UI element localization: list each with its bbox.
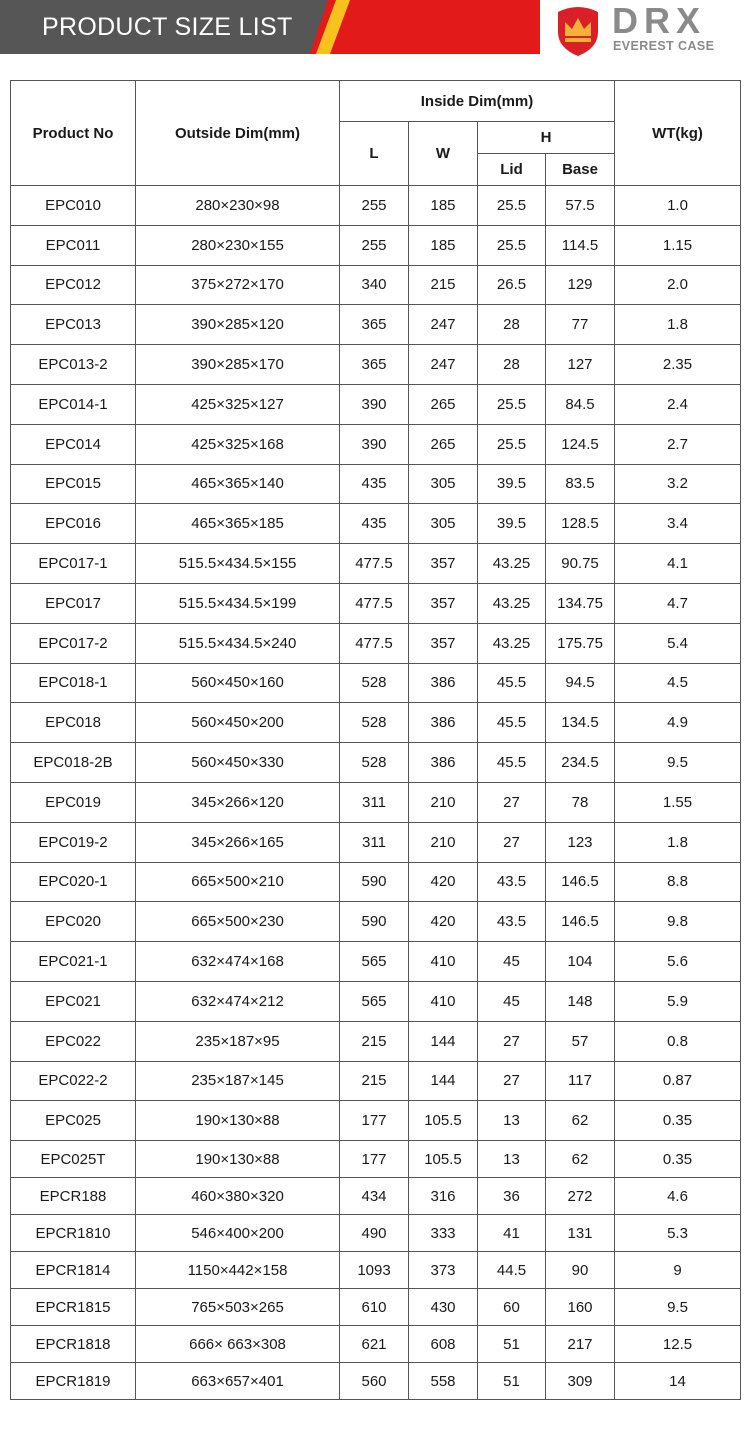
cell-outside-dim: 663×657×401 (136, 1363, 340, 1400)
cell-base-height: 134.5 (546, 703, 615, 743)
table-row (11, 1326, 741, 1363)
cell-lid-height: 25.5 (478, 424, 546, 464)
cell-lid-height: 45.5 (478, 743, 546, 783)
cell-length: 565 (340, 942, 409, 982)
cell-lid-height: 36 (478, 1178, 546, 1215)
cell-width: 210 (409, 822, 478, 862)
header-outside-dim: Outside Dim(mm) (136, 81, 340, 186)
cell-product-no: EPC018-2B (11, 743, 136, 783)
cell-weight: 2.0 (615, 265, 741, 305)
table-row (11, 544, 741, 584)
cell-base-height: 57.5 (546, 186, 615, 226)
table-row (11, 384, 741, 424)
cell-weight: 0.35 (615, 1101, 741, 1141)
cell-outside-dim: 280×230×98 (136, 186, 340, 226)
cell-outside-dim: 235×187×145 (136, 1061, 340, 1101)
cell-outside-dim: 465×365×185 (136, 504, 340, 544)
cell-length: 311 (340, 822, 409, 862)
cell-length: 477.5 (340, 583, 409, 623)
cell-product-no: EPC018-1 (11, 663, 136, 703)
cell-weight: 0.87 (615, 1061, 741, 1101)
cell-base-height: 57 (546, 1021, 615, 1061)
page-title: PRODUCT SIZE LIST (42, 13, 293, 41)
table-row (11, 1061, 741, 1101)
cell-outside-dim: 560×450×200 (136, 703, 340, 743)
cell-outside-dim: 515.5×434.5×155 (136, 544, 340, 584)
cell-length: 215 (340, 1061, 409, 1101)
cell-lid-height: 13 (478, 1101, 546, 1141)
cell-width: 357 (409, 583, 478, 623)
cell-product-no: EPC020 (11, 902, 136, 942)
cell-lid-height: 25.5 (478, 186, 546, 226)
table-row (11, 1178, 741, 1215)
cell-outside-dim: 460×380×320 (136, 1178, 340, 1215)
cell-outside-dim: 190×130×88 (136, 1101, 340, 1141)
cell-lid-height: 25.5 (478, 384, 546, 424)
cell-product-no: EPCR1818 (11, 1326, 136, 1363)
cell-length: 560 (340, 1363, 409, 1400)
cell-lid-height: 45.5 (478, 703, 546, 743)
cell-weight: 9.8 (615, 902, 741, 942)
table-row (11, 1363, 741, 1400)
table-row (11, 1289, 741, 1326)
cell-weight: 4.9 (615, 703, 741, 743)
cell-width: 386 (409, 663, 478, 703)
cell-base-height: 272 (546, 1178, 615, 1215)
cell-product-no: EPC014-1 (11, 384, 136, 424)
header-banner (0, 0, 750, 54)
cell-base-height: 131 (546, 1215, 615, 1252)
table-row (11, 1215, 741, 1252)
cell-base-height: 114.5 (546, 225, 615, 265)
cell-outside-dim: 375×272×170 (136, 265, 340, 305)
table-row (11, 424, 741, 464)
cell-width: 410 (409, 942, 478, 982)
cell-product-no: EPC022 (11, 1021, 136, 1061)
cell-base-height: 83.5 (546, 464, 615, 504)
cell-weight: 12.5 (615, 1326, 741, 1363)
cell-width: 265 (409, 424, 478, 464)
cell-outside-dim: 390×285×170 (136, 345, 340, 385)
cell-lid-height: 43.25 (478, 583, 546, 623)
cell-weight: 5.4 (615, 623, 741, 663)
cell-weight: 3.2 (615, 464, 741, 504)
table-row (11, 902, 741, 942)
cell-length: 565 (340, 981, 409, 1021)
cell-base-height: 117 (546, 1061, 615, 1101)
cell-length: 490 (340, 1215, 409, 1252)
cell-width: 215 (409, 265, 478, 305)
logo-subtitle: EVEREST CASE (613, 39, 715, 53)
cell-outside-dim: 425×325×168 (136, 424, 340, 464)
cell-length: 177 (340, 1141, 409, 1178)
cell-width: 386 (409, 743, 478, 783)
cell-base-height: 160 (546, 1289, 615, 1326)
table-row (11, 981, 741, 1021)
cell-length: 390 (340, 384, 409, 424)
table-row (11, 1252, 741, 1289)
cell-product-no: EPC013-2 (11, 345, 136, 385)
cell-base-height: 104 (546, 942, 615, 982)
cell-length: 365 (340, 305, 409, 345)
cell-lid-height: 28 (478, 305, 546, 345)
cell-lid-height: 26.5 (478, 265, 546, 305)
cell-length: 1093 (340, 1252, 409, 1289)
cell-weight: 8.8 (615, 862, 741, 902)
cell-width: 357 (409, 544, 478, 584)
cell-length: 477.5 (340, 544, 409, 584)
logo-wordmark: DRX (612, 0, 707, 41)
cell-product-no: EPCR1815 (11, 1289, 136, 1326)
product-size-table (10, 80, 741, 1400)
cell-length: 621 (340, 1326, 409, 1363)
cell-base-height: 146.5 (546, 902, 615, 942)
header-base: Base (546, 154, 615, 186)
cell-outside-dim: 425×325×127 (136, 384, 340, 424)
cell-outside-dim: 632×474×212 (136, 981, 340, 1021)
header-weight: WT(kg) (615, 81, 741, 186)
cell-weight: 9 (615, 1252, 741, 1289)
cell-length: 435 (340, 504, 409, 544)
cell-outside-dim: 1150×442×158 (136, 1252, 340, 1289)
cell-base-height: 146.5 (546, 862, 615, 902)
cell-weight: 2.35 (615, 345, 741, 385)
cell-outside-dim: 665×500×210 (136, 862, 340, 902)
cell-base-height: 234.5 (546, 743, 615, 783)
cell-base-height: 309 (546, 1363, 615, 1400)
cell-weight: 2.7 (615, 424, 741, 464)
cell-length: 528 (340, 703, 409, 743)
cell-outside-dim: 560×450×160 (136, 663, 340, 703)
cell-outside-dim: 390×285×120 (136, 305, 340, 345)
cell-base-height: 127 (546, 345, 615, 385)
brand-logo (540, 0, 750, 64)
cell-base-height: 78 (546, 782, 615, 822)
cell-length: 477.5 (340, 623, 409, 663)
cell-width: 305 (409, 504, 478, 544)
cell-product-no: EPC021-1 (11, 942, 136, 982)
cell-product-no: EPC022-2 (11, 1061, 136, 1101)
cell-base-height: 148 (546, 981, 615, 1021)
cell-width: 316 (409, 1178, 478, 1215)
table-row (11, 345, 741, 385)
cell-weight: 4.5 (615, 663, 741, 703)
cell-length: 434 (340, 1178, 409, 1215)
cell-length: 255 (340, 225, 409, 265)
cell-weight: 14 (615, 1363, 741, 1400)
cell-product-no: EPC010 (11, 186, 136, 226)
cell-length: 528 (340, 743, 409, 783)
cell-outside-dim: 345×266×165 (136, 822, 340, 862)
cell-lid-height: 45.5 (478, 663, 546, 703)
cell-lid-height: 51 (478, 1326, 546, 1363)
cell-weight: 5.6 (615, 942, 741, 982)
cell-product-no: EPCR1810 (11, 1215, 136, 1252)
table-row (11, 1101, 741, 1141)
cell-length: 255 (340, 186, 409, 226)
cell-outside-dim: 515.5×434.5×240 (136, 623, 340, 663)
cell-outside-dim: 280×230×155 (136, 225, 340, 265)
table-row (11, 782, 741, 822)
cell-base-height: 90.75 (546, 544, 615, 584)
cell-outside-dim: 765×503×265 (136, 1289, 340, 1326)
table-row (11, 186, 741, 226)
cell-width: 608 (409, 1326, 478, 1363)
cell-base-height: 62 (546, 1141, 615, 1178)
cell-weight: 1.8 (615, 822, 741, 862)
cell-lid-height: 43.25 (478, 623, 546, 663)
cell-width: 558 (409, 1363, 478, 1400)
cell-lid-height: 27 (478, 822, 546, 862)
cell-width: 265 (409, 384, 478, 424)
table-row (11, 822, 741, 862)
header-width: W (409, 122, 478, 186)
cell-length: 390 (340, 424, 409, 464)
cell-product-no: EPC020-1 (11, 862, 136, 902)
cell-product-no: EPC013 (11, 305, 136, 345)
cell-width: 144 (409, 1021, 478, 1061)
cell-outside-dim: 560×450×330 (136, 743, 340, 783)
cell-lid-height: 43.25 (478, 544, 546, 584)
cell-width: 420 (409, 902, 478, 942)
cell-length: 590 (340, 902, 409, 942)
cell-weight: 4.6 (615, 1178, 741, 1215)
cell-product-no: EPC019 (11, 782, 136, 822)
cell-width: 247 (409, 345, 478, 385)
cell-base-height: 134.75 (546, 583, 615, 623)
cell-length: 311 (340, 782, 409, 822)
cell-weight: 3.4 (615, 504, 741, 544)
cell-weight: 5.9 (615, 981, 741, 1021)
cell-width: 105.5 (409, 1141, 478, 1178)
cell-base-height: 128.5 (546, 504, 615, 544)
cell-weight: 1.0 (615, 186, 741, 226)
cell-lid-height: 45 (478, 981, 546, 1021)
header-product-no: Product No (11, 81, 136, 186)
table-row (11, 663, 741, 703)
cell-product-no: EPC012 (11, 265, 136, 305)
cell-length: 590 (340, 862, 409, 902)
header-lid: Lid (478, 154, 546, 186)
cell-width: 185 (409, 186, 478, 226)
cell-outside-dim: 465×365×140 (136, 464, 340, 504)
cell-lid-height: 27 (478, 1021, 546, 1061)
cell-length: 435 (340, 464, 409, 504)
cell-outside-dim: 515.5×434.5×199 (136, 583, 340, 623)
cell-length: 528 (340, 663, 409, 703)
cell-product-no: EPC017-2 (11, 623, 136, 663)
cell-width: 305 (409, 464, 478, 504)
cell-product-no: EPC018 (11, 703, 136, 743)
cell-weight: 2.4 (615, 384, 741, 424)
cell-product-no: EPC019-2 (11, 822, 136, 862)
cell-base-height: 123 (546, 822, 615, 862)
table-row (11, 1141, 741, 1178)
cell-lid-height: 39.5 (478, 464, 546, 504)
cell-product-no: EPC016 (11, 504, 136, 544)
cell-lid-height: 51 (478, 1363, 546, 1400)
cell-lid-height: 13 (478, 1141, 546, 1178)
cell-lid-height: 27 (478, 1061, 546, 1101)
cell-product-no: EPC025 (11, 1101, 136, 1141)
cell-base-height: 84.5 (546, 384, 615, 424)
cell-base-height: 77 (546, 305, 615, 345)
cell-weight: 9.5 (615, 743, 741, 783)
cell-lid-height: 43.5 (478, 862, 546, 902)
cell-width: 185 (409, 225, 478, 265)
table-row (11, 225, 741, 265)
cell-product-no: EPCR188 (11, 1178, 136, 1215)
cell-lid-height: 28 (478, 345, 546, 385)
cell-width: 373 (409, 1252, 478, 1289)
cell-lid-height: 43.5 (478, 902, 546, 942)
cell-lid-height: 45 (478, 942, 546, 982)
table-row (11, 862, 741, 902)
cell-base-height: 129 (546, 265, 615, 305)
cell-base-height: 175.75 (546, 623, 615, 663)
cell-lid-height: 25.5 (478, 225, 546, 265)
cell-outside-dim: 190×130×88 (136, 1141, 340, 1178)
cell-lid-height: 44.5 (478, 1252, 546, 1289)
cell-length: 215 (340, 1021, 409, 1061)
cell-width: 105.5 (409, 1101, 478, 1141)
cell-weight: 1.55 (615, 782, 741, 822)
table-body (11, 186, 741, 1400)
cell-weight: 0.35 (615, 1141, 741, 1178)
cell-weight: 4.1 (615, 544, 741, 584)
table-row (11, 623, 741, 663)
cell-lid-height: 27 (478, 782, 546, 822)
cell-outside-dim: 632×474×168 (136, 942, 340, 982)
header-height: H (478, 122, 615, 154)
cell-width: 420 (409, 862, 478, 902)
table-row (11, 743, 741, 783)
cell-product-no: EPC017-1 (11, 544, 136, 584)
shield-crown-icon (554, 2, 602, 58)
cell-base-height: 94.5 (546, 663, 615, 703)
cell-product-no: EPC015 (11, 464, 136, 504)
cell-outside-dim: 665×500×230 (136, 902, 340, 942)
cell-length: 177 (340, 1101, 409, 1141)
cell-width: 410 (409, 981, 478, 1021)
cell-base-height: 217 (546, 1326, 615, 1363)
table-row (11, 1021, 741, 1061)
cell-weight: 1.15 (615, 225, 741, 265)
table-row (11, 504, 741, 544)
cell-product-no: EPC021 (11, 981, 136, 1021)
cell-product-no: EPC014 (11, 424, 136, 464)
cell-outside-dim: 235×187×95 (136, 1021, 340, 1061)
cell-length: 610 (340, 1289, 409, 1326)
cell-weight: 4.7 (615, 583, 741, 623)
cell-width: 333 (409, 1215, 478, 1252)
cell-weight: 0.8 (615, 1021, 741, 1061)
cell-product-no: EPCR1819 (11, 1363, 136, 1400)
table-row (11, 265, 741, 305)
cell-base-height: 124.5 (546, 424, 615, 464)
cell-width: 144 (409, 1061, 478, 1101)
cell-width: 386 (409, 703, 478, 743)
cell-weight: 9.5 (615, 1289, 741, 1326)
header-inside-dim: Inside Dim(mm) (340, 81, 615, 122)
cell-outside-dim: 546×400×200 (136, 1215, 340, 1252)
header-length: L (340, 122, 409, 186)
table-row (11, 942, 741, 982)
cell-width: 357 (409, 623, 478, 663)
cell-outside-dim: 666× 663×308 (136, 1326, 340, 1363)
table-row (11, 583, 741, 623)
cell-product-no: EPCR1814 (11, 1252, 136, 1289)
cell-length: 340 (340, 265, 409, 305)
cell-weight: 1.8 (615, 305, 741, 345)
cell-base-height: 62 (546, 1101, 615, 1141)
cell-width: 247 (409, 305, 478, 345)
table-row (11, 703, 741, 743)
table-row (11, 464, 741, 504)
cell-product-no: EPC017 (11, 583, 136, 623)
cell-product-no: EPC025T (11, 1141, 136, 1178)
cell-lid-height: 41 (478, 1215, 546, 1252)
cell-base-height: 90 (546, 1252, 615, 1289)
cell-width: 430 (409, 1289, 478, 1326)
cell-weight: 5.3 (615, 1215, 741, 1252)
cell-length: 365 (340, 345, 409, 385)
cell-width: 210 (409, 782, 478, 822)
cell-lid-height: 60 (478, 1289, 546, 1326)
cell-outside-dim: 345×266×120 (136, 782, 340, 822)
cell-lid-height: 39.5 (478, 504, 546, 544)
table-row (11, 305, 741, 345)
cell-product-no: EPC011 (11, 225, 136, 265)
